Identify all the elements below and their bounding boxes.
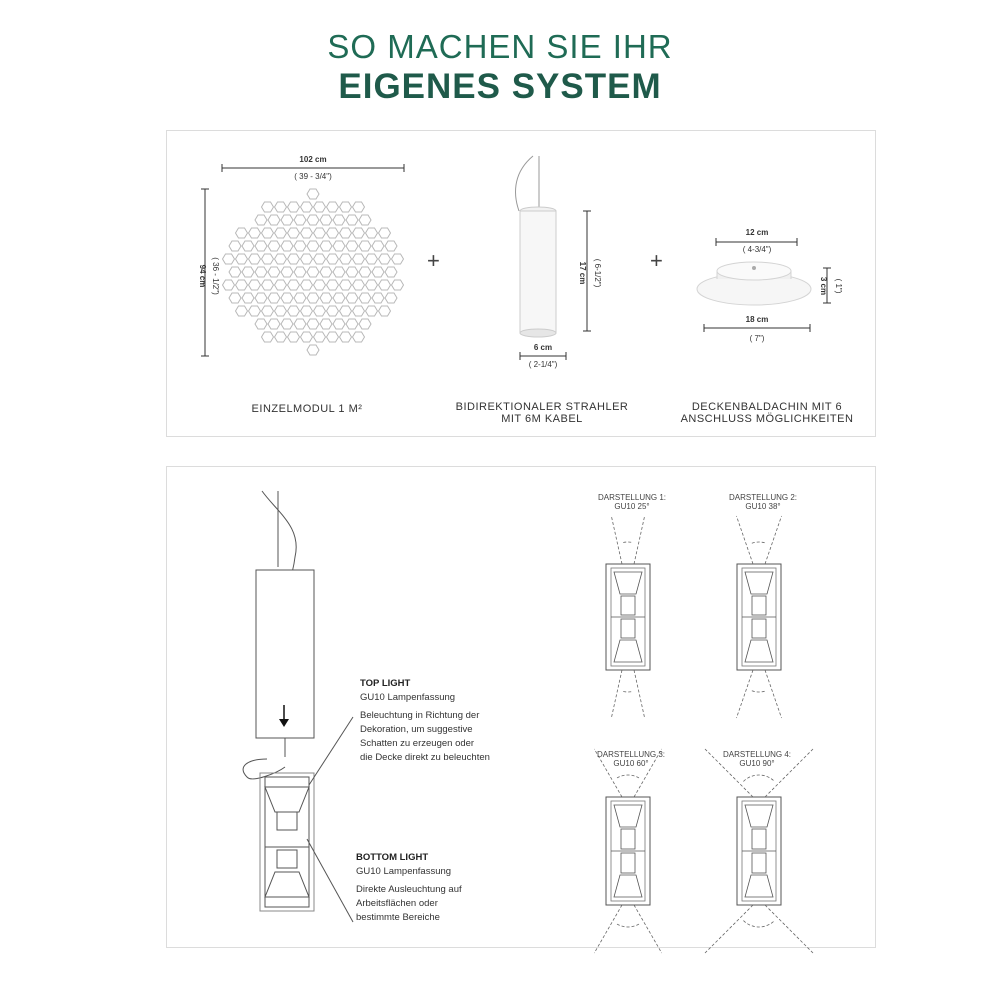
lattice-cell — [359, 215, 371, 225]
lattice-cell — [262, 332, 274, 342]
lattice-cell — [255, 241, 267, 251]
beam-diagram-38 — [736, 516, 781, 718]
beam-edge-line — [765, 516, 782, 564]
lattice-cell — [301, 254, 313, 264]
lattice-cell — [314, 306, 326, 316]
lattice-cell — [294, 319, 306, 329]
plus-sign-1: + — [427, 248, 440, 273]
lamp-socket-bottom — [752, 619, 766, 638]
lattice-cell — [379, 306, 391, 316]
lattice-cell — [392, 280, 404, 290]
beam-edge-line — [634, 905, 662, 953]
lattice-cell — [281, 319, 293, 329]
spot-width-in: ( 2-1/4") — [528, 360, 558, 369]
lattice-cell — [353, 202, 365, 212]
view-2-beam: GU10 38° — [745, 502, 781, 511]
lamp-socket-top — [621, 596, 635, 615]
canopy-width-cm: 18 cm — [745, 315, 769, 324]
spot-height-in: ( 6-1/2") — [593, 258, 602, 288]
lattice-cell — [255, 215, 267, 225]
lattice-cell — [236, 280, 248, 290]
canopy-top-cm: 12 cm — [745, 228, 769, 237]
top-light-desc-1: Beleuchtung in Richtung der — [360, 710, 480, 721]
beam-arc — [617, 924, 639, 927]
lamp-reflector-top — [614, 572, 642, 594]
lattice-cell — [359, 241, 371, 251]
lattice-cell — [281, 293, 293, 303]
lattice-cell — [294, 293, 306, 303]
lighting-panel — [166, 466, 876, 948]
beam-edge-line — [705, 905, 753, 953]
lamp-reflector-top — [614, 805, 642, 827]
lattice-cell — [249, 254, 261, 264]
lattice-cell — [346, 319, 358, 329]
lattice-cell — [340, 332, 352, 342]
top-light-desc-3: Schatten zu erzeugen oder — [360, 738, 475, 749]
lattice-cell — [366, 306, 378, 316]
bottom-light-desc-2: Arbeitsflächen oder — [356, 898, 438, 909]
lattice-cell — [346, 267, 358, 277]
lattice-cell — [307, 345, 319, 355]
top-light-desc-2: Dekoration, um suggestive — [360, 724, 473, 735]
view-4-label — [707, 750, 807, 768]
module-caption: EINZELMODUL 1 M² — [251, 403, 363, 415]
lattice-cell — [301, 228, 313, 238]
beam-edge-line — [611, 670, 622, 718]
top-light-block — [360, 677, 560, 765]
module-width-in: ( 39 - 3/4") — [294, 172, 332, 181]
lattice-cell — [288, 202, 300, 212]
lattice-cell — [275, 332, 287, 342]
lattice-cell — [262, 202, 274, 212]
lattice-cell — [229, 241, 241, 251]
lattice-cell — [275, 202, 287, 212]
view-1-label — [582, 493, 682, 511]
lattice-cell — [301, 202, 313, 212]
beam-edge-line — [736, 670, 753, 718]
module-height-in: ( 36 - 1/2") — [211, 257, 220, 295]
lattice-cell — [320, 215, 332, 225]
lattice-cell — [268, 293, 280, 303]
beam-edge-line — [594, 905, 622, 953]
lamp-socket-bottom — [621, 619, 635, 638]
lattice-cell — [327, 306, 339, 316]
lattice-cell — [353, 332, 365, 342]
lattice-cell — [372, 293, 384, 303]
spot-caption-line-1: BIDIREKTIONALER STRAHLER — [455, 401, 629, 413]
lattice-cell — [327, 254, 339, 264]
lattice-cell — [366, 280, 378, 290]
lamp-reflector-top — [745, 572, 773, 594]
lattice-cell — [236, 254, 248, 264]
lattice-cell — [236, 306, 248, 316]
beam-edge-line — [611, 516, 622, 564]
canopy-height-in: ( 1") — [834, 278, 843, 294]
beam-arc — [743, 775, 774, 781]
lattice-cell — [372, 241, 384, 251]
lamp-socket-bottom — [621, 853, 635, 873]
lattice-cell — [366, 228, 378, 238]
lattice-cell — [301, 280, 313, 290]
lattice-cell — [255, 293, 267, 303]
lattice-cell — [223, 254, 235, 264]
lattice-cell — [314, 202, 326, 212]
lattice-cell — [340, 228, 352, 238]
lattice-cell — [236, 228, 248, 238]
lattice-cell — [392, 254, 404, 264]
top-light-desc-4: die Decke direkt zu beleuchten — [360, 752, 490, 763]
lattice-cell — [294, 267, 306, 277]
lamp-socket-bottom — [752, 853, 766, 873]
lattice-cell — [268, 215, 280, 225]
module-lattice-image — [223, 189, 404, 355]
lattice-cell — [385, 267, 397, 277]
spot-caption-line-2: MIT 6M KABEL — [501, 413, 583, 425]
lattice-cell — [379, 254, 391, 264]
beam-diagram-90 — [705, 749, 813, 953]
spot-caption — [432, 401, 652, 425]
bottom-light-title: BOTTOM LIGHT — [356, 852, 429, 863]
lamp-socket-top — [752, 596, 766, 615]
lattice-cell — [333, 215, 345, 225]
view-3-title: DARSTELLUNG 3: — [596, 750, 666, 759]
lattice-cell — [327, 332, 339, 342]
bottom-light-block — [356, 851, 556, 925]
canopy-image — [697, 262, 811, 305]
lattice-cell — [268, 241, 280, 251]
lattice-cell — [366, 254, 378, 264]
view-4-beam: GU10 90° — [739, 759, 775, 768]
lattice-cell — [379, 280, 391, 290]
lattice-cell — [262, 280, 274, 290]
lattice-cell — [242, 293, 254, 303]
view-1-beam: GU10 25° — [614, 502, 650, 511]
lamp-reflector-top — [745, 805, 773, 827]
pendant-illustration — [243, 491, 353, 922]
lattice-cell — [294, 215, 306, 225]
spot-light-image — [516, 156, 556, 337]
lattice-cell — [262, 306, 274, 316]
lattice-cell — [333, 319, 345, 329]
lattice-cell — [340, 280, 352, 290]
lamp-reflector-bottom — [745, 640, 773, 662]
lattice-cell — [333, 241, 345, 251]
lattice-cell — [353, 280, 365, 290]
lamp-socket-top — [621, 829, 635, 849]
lattice-cell — [333, 267, 345, 277]
lattice-cell — [372, 267, 384, 277]
lattice-cell — [359, 319, 371, 329]
view-1-title: DARSTELLUNG 1: — [597, 493, 667, 502]
lattice-cell — [320, 241, 332, 251]
title-line-1: SO MACHEN SIE IHR — [327, 28, 673, 65]
lattice-cell — [288, 280, 300, 290]
beam-diagram-25 — [606, 516, 650, 718]
lattice-cell — [301, 306, 313, 316]
lattice-cell — [262, 228, 274, 238]
lattice-cell — [307, 267, 319, 277]
view-2-title: DARSTELLUNG 2: — [728, 493, 798, 502]
lattice-cell — [307, 319, 319, 329]
beam-arc — [752, 542, 766, 543]
view-3-beam: GU10 60° — [613, 759, 649, 768]
lattice-cell — [249, 306, 261, 316]
lattice-cell — [242, 267, 254, 277]
beam-arc — [617, 775, 639, 778]
lattice-cell — [314, 254, 326, 264]
lattice-cell — [314, 280, 326, 290]
canopy-caption — [657, 401, 877, 425]
lattice-cell — [385, 241, 397, 251]
top-light-title: TOP LIGHT — [360, 678, 411, 689]
spot-width-cm: 6 cm — [533, 343, 553, 352]
lattice-cell — [255, 319, 267, 329]
lattice-cell — [223, 280, 235, 290]
lattice-cell — [268, 319, 280, 329]
lattice-cell — [340, 306, 352, 316]
lattice-cell — [327, 202, 339, 212]
lattice-cell — [249, 228, 261, 238]
lattice-cell — [281, 267, 293, 277]
canopy-top-in: ( 4-3/4") — [742, 245, 772, 254]
lattice-cell — [281, 241, 293, 251]
lattice-cell — [268, 267, 280, 277]
lattice-cell — [320, 319, 332, 329]
beam-arc — [752, 691, 766, 692]
canopy-width-in: ( 7") — [749, 334, 765, 343]
lattice-cell — [346, 241, 358, 251]
spot-height-cm: 17 cm — [578, 261, 587, 285]
canopy-height-cm: 3 cm — [819, 276, 828, 296]
beam-arc — [743, 921, 774, 927]
title-line-2: EIGENES SYSTEM — [338, 67, 662, 106]
lattice-cell — [327, 280, 339, 290]
beam-edge-line — [765, 905, 813, 953]
lattice-cell — [242, 241, 254, 251]
lamp-reflector-bottom — [614, 875, 642, 897]
lattice-cell — [320, 267, 332, 277]
lattice-cell — [314, 332, 326, 342]
canopy-caption-line-1: DECKENBALDACHIN MIT 6 — [691, 401, 843, 413]
lattice-cell — [288, 306, 300, 316]
bottom-light-desc-3: bestimmte Bereiche — [356, 912, 440, 923]
lattice-cell — [275, 306, 287, 316]
module-height-cm: 94 cm — [198, 264, 207, 288]
lattice-cell — [275, 280, 287, 290]
lattice-cell — [229, 267, 241, 277]
beam-edge-line — [634, 670, 645, 718]
lattice-cell — [379, 228, 391, 238]
lattice-cell — [288, 332, 300, 342]
lattice-cell — [340, 254, 352, 264]
lattice-cell — [359, 267, 371, 277]
module-width-cm: 102 cm — [299, 155, 327, 164]
lattice-cell — [353, 306, 365, 316]
lattice-cell — [255, 267, 267, 277]
lamp-reflector-bottom — [745, 875, 773, 897]
bottom-light-socket: GU10 Lampenfassung — [356, 866, 452, 877]
lattice-cell — [288, 254, 300, 264]
beam-arc — [623, 542, 633, 543]
lattice-cell — [314, 228, 326, 238]
lattice-cell — [307, 215, 319, 225]
bottom-light-desc-1: Direkte Ausleuchtung auf — [356, 884, 462, 895]
lattice-cell — [340, 202, 352, 212]
view-3-label — [581, 750, 681, 768]
view-2-label — [713, 493, 813, 511]
beam-edge-line — [634, 516, 645, 564]
lattice-cell — [249, 280, 261, 290]
view-4-title: DARSTELLUNG 4: — [722, 750, 792, 759]
module-dimensions — [201, 164, 404, 356]
top-light-socket: GU10 Lampenfassung — [360, 692, 456, 703]
lattice-cell — [288, 228, 300, 238]
lattice-cell — [359, 293, 371, 303]
lattice-cell — [346, 293, 358, 303]
lattice-cell — [262, 254, 274, 264]
lattice-cell — [275, 254, 287, 264]
beam-arc — [623, 691, 633, 692]
lattice-cell — [281, 215, 293, 225]
beam-edge-line — [765, 670, 782, 718]
lattice-cell — [301, 332, 313, 342]
canopy-caption-line-2: ANSCHLUSS MÖGLICHKEITEN — [680, 413, 854, 425]
lattice-cell — [346, 215, 358, 225]
lattice-cell — [307, 189, 319, 199]
lattice-cell — [333, 293, 345, 303]
beam-edge-line — [736, 516, 753, 564]
lattice-cell — [327, 228, 339, 238]
lattice-cell — [307, 293, 319, 303]
components-panel — [166, 130, 876, 437]
lattice-cell — [294, 241, 306, 251]
lattice-cell — [353, 228, 365, 238]
beam-diagram-60 — [594, 749, 661, 953]
lattice-cell — [307, 241, 319, 251]
components-drawing — [167, 131, 875, 436]
lattice-cell — [229, 293, 241, 303]
lattice-cell — [385, 293, 397, 303]
lamp-socket-top — [752, 829, 766, 849]
lamp-reflector-bottom — [614, 640, 642, 662]
lattice-cell — [320, 293, 332, 303]
plus-sign-2: + — [650, 248, 663, 273]
lattice-cell — [353, 254, 365, 264]
lattice-cell — [275, 228, 287, 238]
